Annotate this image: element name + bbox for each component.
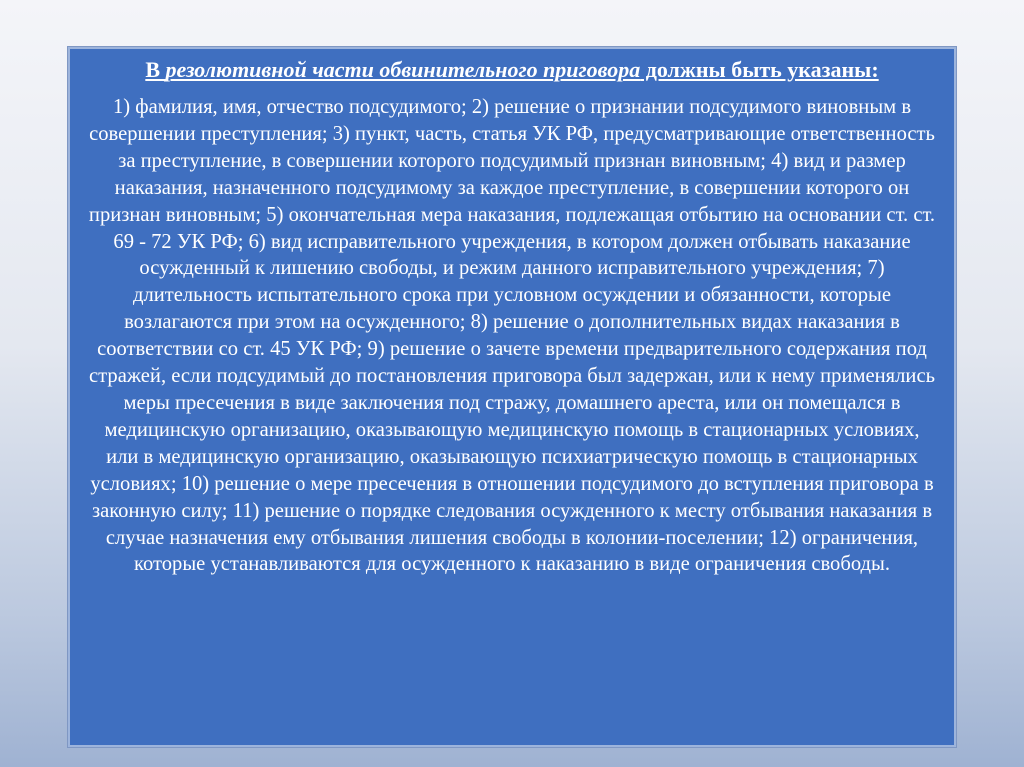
slide-body-text: 1) фамилия, имя, отчество подсудимого; 2) решение о признании подсудимого виновным в совершении преступления; 3) пункт, часть, статья УК РФ, предусматривающие ответственность за преступление, в совершении которого подсудимый признан виновным; 4) вид и размер наказания, назначенного подсудимому за каждое преступление, в совершении которого он признан виновным; 5) окончательная мера наказания, подлежащая отбытию на основании ст. ст. 69 - 72 УК РФ; 6) вид исправительного учреждения, в котором должен отбывать наказание осужденный к лишению свободы, и режим данного исправительного учреждения; 7) длительность испытательного срока при условном осуждении и обязанности, которые возлагаются при этом на осужденного; 8) решение о дополнительных видах наказания в соответствии со ст. 45 УК РФ; 9) решение о зачете времени предварительного содержания под стражей, если подсудимый до постановления приговора был задержан, или к нему применялись меры пресечения в виде заключения под стражу, домашнего ареста, или он помещался в медицинскую организацию, оказывающую медицинскую помощь в стационарных условиях, или в медицинскую организацию, оказывающую психиатрическую помощь в стационарных условиях; 10) решение о мере пресечения в отношении подсудимого до вступления приговора в законную силу; 11) решение о порядке следования осужденного к месту отбывания наказания в случае назначения ему отбывания лишения свободы в колонии-поселении; 12) ограничения, которые устанавливаются для осужденного к наказанию в виде ограничения свободы. <box>88 96 936 576</box>
slide-content-panel <box>68 47 956 747</box>
heading-emphasis: резолютивной части обвинительного приговора <box>165 57 641 82</box>
heading-lead: В <box>145 57 166 82</box>
slide-heading <box>88 58 936 82</box>
heading-tail: должны быть указаны: <box>640 57 879 82</box>
